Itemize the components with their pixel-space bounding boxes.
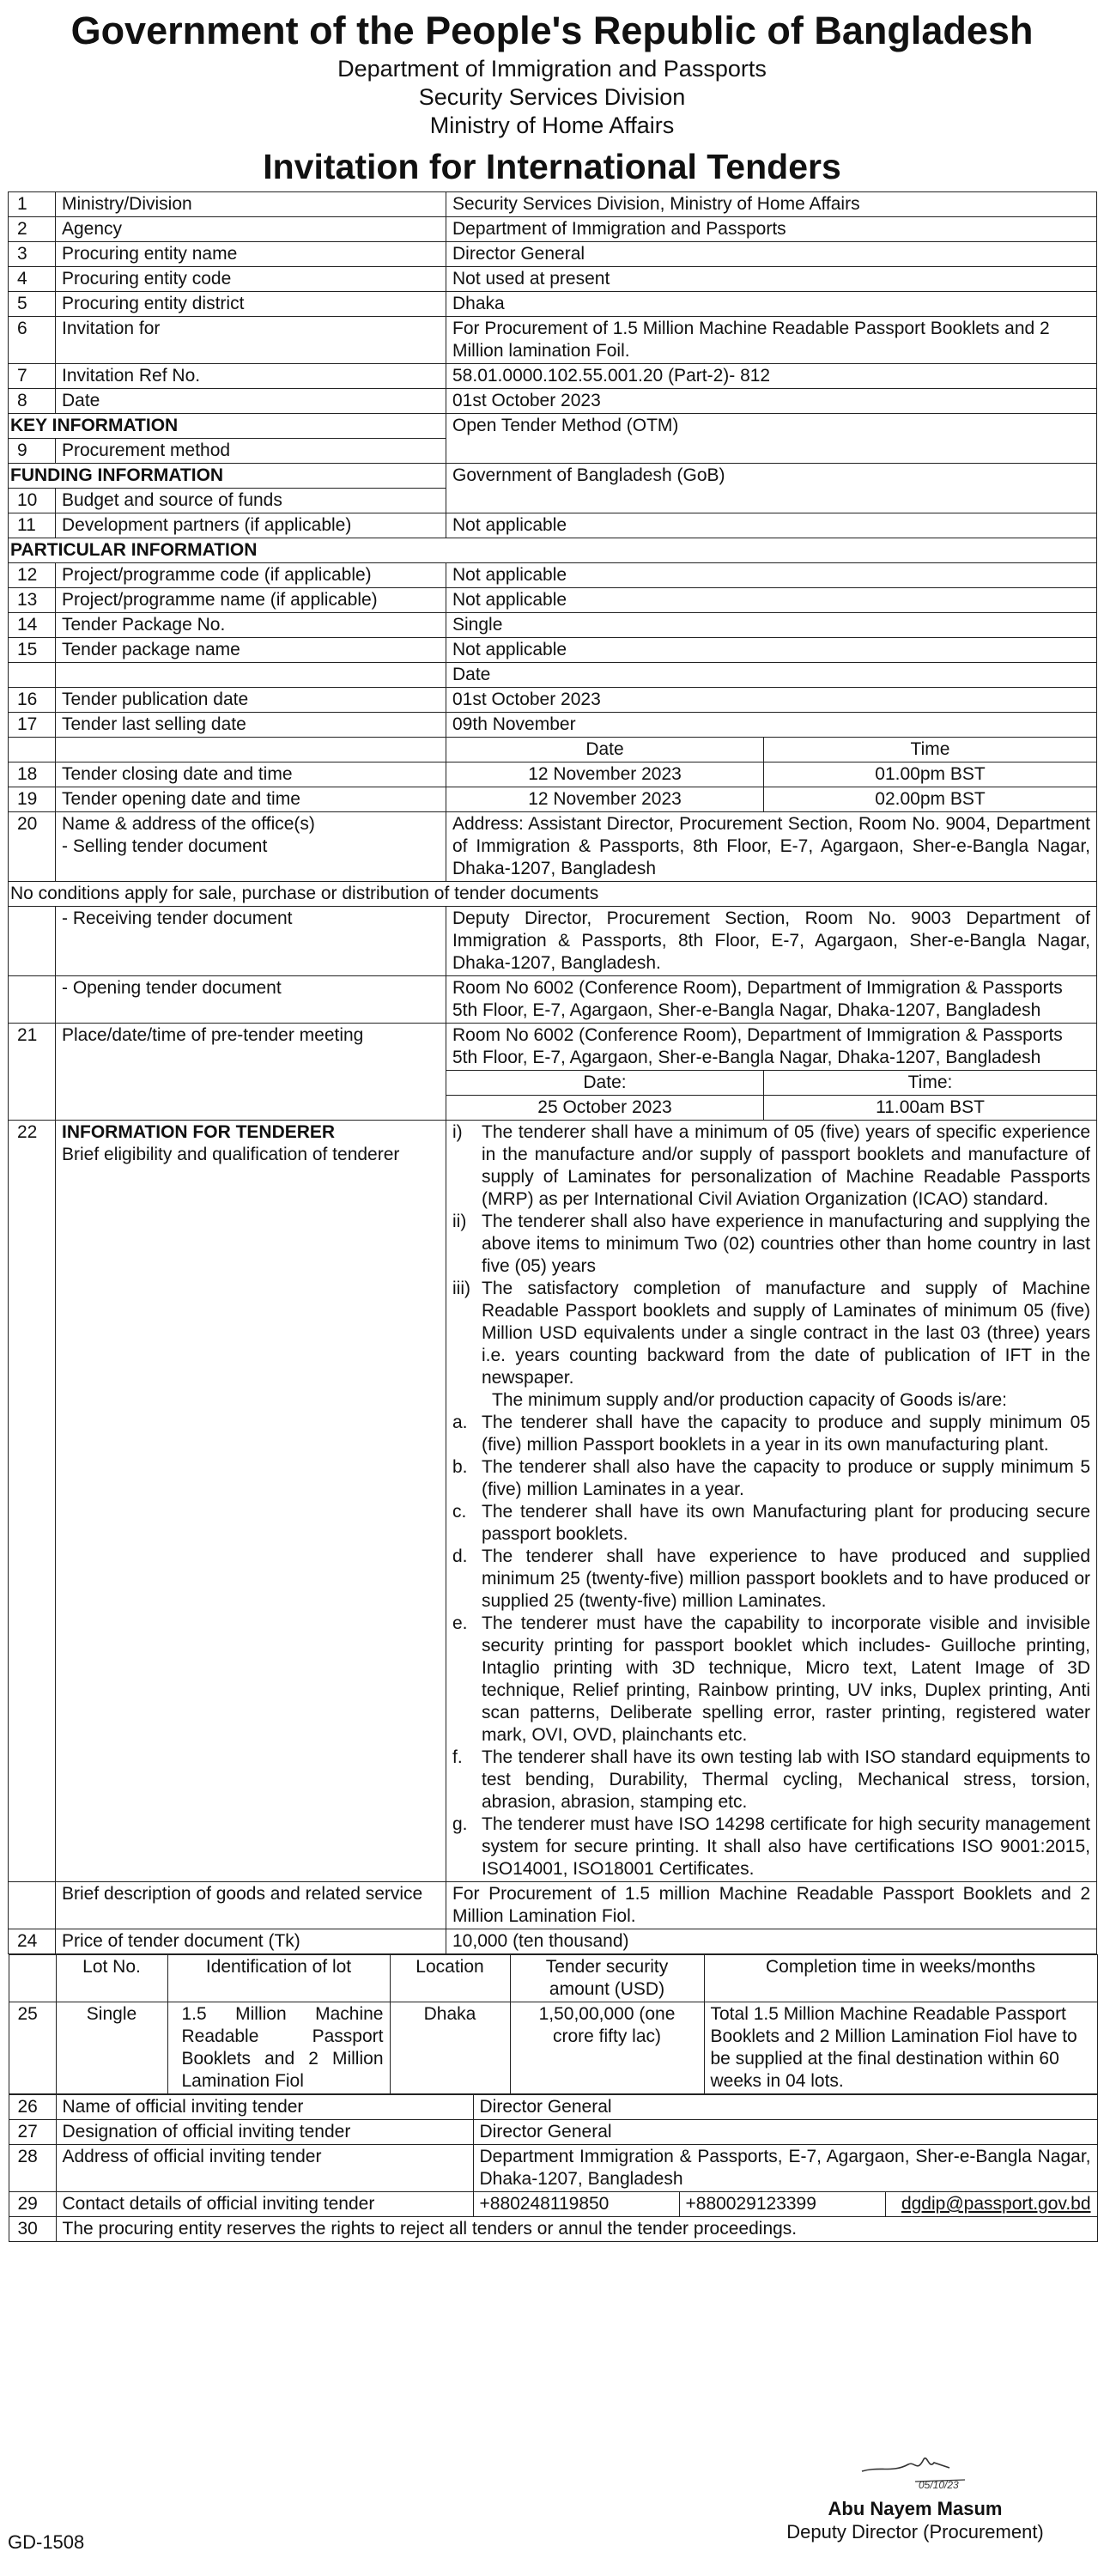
meeting-date: 25 October 2023 [446, 1096, 764, 1121]
row-number: 2 [9, 217, 56, 242]
row-label: Designation of official inviting tender [56, 2120, 473, 2145]
row-value: Deputy Director, Procurement Section, Room No. 9003 Department of Immigration & Passports, 8th Floor, E-7, Agargaon, Sher-e-Bangla Nagar, Dhaka-1207, Bangladesh. [446, 907, 1097, 976]
table-row [9, 364, 1097, 389]
row-value: Single [446, 613, 1097, 638]
list-item [452, 1121, 1090, 1211]
row-label: Invitation Ref No. [56, 364, 446, 389]
row-value: Not applicable [446, 563, 1097, 588]
closing-date: 12 November 2023 [446, 762, 764, 787]
row-number: 14 [9, 613, 56, 638]
row-number: 30 [9, 2217, 56, 2242]
completion-time: Total 1.5 Million Machine Readable Passport Booklets and 2 Million Lamination Fiol have to be supplied at the final destination within 60 weeks in 04 lots. [704, 2002, 1097, 2094]
row-value: Not applicable [446, 513, 1097, 538]
capacity-intro: The minimum supply and/or production capacity of Goods is/are: [492, 1390, 1007, 1410]
phone-1: +880248119850 [473, 2192, 679, 2217]
date-header: Date: [446, 1071, 764, 1096]
row-number: 3 [9, 242, 56, 267]
row-number: 9 [9, 439, 56, 464]
table-row [9, 638, 1097, 663]
row-number: 15 [9, 638, 56, 663]
row-number: 17 [9, 713, 56, 738]
row-number: 1 [9, 192, 56, 217]
row-value: Room No 6002 (Conference Room), Department of Immigration & Passports 5th Floor, E-7, Agargaon, Sher-e-Bangla Nagar, Dhaka-1207, Bangladesh [446, 976, 1097, 1024]
row-label [56, 1121, 446, 1882]
list-item [452, 1211, 1090, 1278]
row-number: 10 [9, 489, 56, 513]
opening-time: 02.00pm BST [764, 787, 1097, 812]
item-marker: iii) [452, 1279, 470, 1298]
row-value: Department of Immigration and Passports [446, 217, 1097, 242]
section-heading: PARTICULAR INFORMATION [9, 538, 1097, 563]
item-text: The tenderer shall also have experience in manufacturing and supplying the above items to minimum Two (02) countries other than home country in last five (05) years [482, 1212, 1090, 1276]
email-link[interactable]: dgdip@passport.gov.bd [885, 2192, 1097, 2217]
row-value: Dhaka [446, 292, 1097, 317]
row-label: Ministry/Division [56, 192, 446, 217]
table-row [9, 563, 1097, 588]
table-row [9, 2145, 1097, 2192]
list-item [452, 1456, 1090, 1501]
row-value: For Procurement of 1.5 Million Machine Readable Passport Booklets and 2 Million lamination Foil. [446, 317, 1097, 364]
row-number: 22 [9, 1121, 56, 1882]
table-row [9, 1024, 1097, 1071]
eligibility-conditions [446, 1121, 1097, 1882]
footer-code: GD-1508 [8, 2531, 85, 2553]
lot-row [9, 2002, 1097, 2094]
row-label: Address of official inviting tender [56, 2145, 473, 2192]
row-value: Room No 6002 (Conference Room), Department of Immigration & Passports 5th Floor, E-7, Agargaon, Sher-e-Bangla Nagar, Dhaka-1207, Bangladesh [446, 1024, 1097, 1071]
list-item [452, 1613, 1090, 1747]
completion-time-header: Completion time in weeks/months [704, 1955, 1097, 2002]
table-row [9, 192, 1097, 217]
list-item [452, 1814, 1090, 1880]
table-row [9, 1121, 1097, 1882]
row-value: Not applicable [446, 638, 1097, 663]
row-label: Procuring entity code [56, 267, 446, 292]
section-row [9, 538, 1097, 563]
row-number: 11 [9, 513, 56, 538]
table-row [9, 588, 1097, 613]
official-section [9, 2094, 1097, 2242]
row-label [56, 812, 446, 882]
table-row [9, 713, 1097, 738]
row-value: The procuring entity reserves the rights to reject all tenders or annul the tender proceedings. [56, 2217, 1097, 2242]
row-value: Not used at present [446, 267, 1097, 292]
item-text: The tenderer must have the capability to incorporate visible and invisible security printing for passport booklet which includes- Guilloche printing, Intaglio printing with 3D technique, Micro text, Latent Image of 3D technique, Relief printing, Rainbow printing, UV inks, Duplex printing, Anti scan patterns, Deliberate spelling error, raster printing, registered water mark, OVI, OVD, plainchants etc. [482, 1613, 1090, 1745]
phone-2: +880029123399 [679, 2192, 885, 2217]
table-row [9, 976, 1097, 1024]
item-marker: c. [452, 1502, 467, 1522]
signature-scribble-icon [855, 2447, 975, 2492]
row-number: 28 [9, 2145, 56, 2192]
table-row [9, 1929, 1097, 1954]
table-row [9, 513, 1097, 538]
item-text: The tenderer shall have a minimum of 05 (five) years of specific experience in the manufacture and/or supply of passport booklets and manufacture of supply of Laminates for personalization of Machine Readable Passports (MRP) as per International Civil Aviation Organization (ICAO) standard. [482, 1122, 1090, 1209]
signatory-designation: Deputy Director (Procurement) [786, 2521, 1044, 2543]
official-table [9, 2094, 1098, 2242]
item-marker: e. [452, 1613, 468, 1633]
lot-table [9, 1954, 1098, 2094]
row-label: Tender package name [56, 638, 446, 663]
row-label: Tender last selling date [56, 713, 446, 738]
item-text: The tenderer shall have its own Manufacturing plant for producing secure passport booklets. [482, 1502, 1090, 1544]
table-row [9, 907, 1097, 976]
row-label: Tender Package No. [56, 613, 446, 638]
note-row [9, 882, 1097, 907]
row-label: Agency [56, 217, 446, 242]
list-item [452, 1501, 1090, 1546]
department-line: Department of Immigration and Passports [337, 56, 767, 82]
item-marker: f. [452, 1747, 463, 1767]
item-marker: a. [452, 1413, 468, 1432]
tender-notice [8, 7, 1096, 2242]
row-number: 7 [9, 364, 56, 389]
row-value: Government of Bangladesh (GoB) [446, 464, 1097, 513]
item-text: The tenderer shall have the capacity to produce and supply minimum 05 (five) million Passport booklets in a year in its own manufacturing plant. [482, 1413, 1090, 1455]
row-value: Director General [446, 242, 1097, 267]
row-value: 10,000 (ten thousand) [446, 1929, 1097, 1954]
table-row [9, 1882, 1097, 1929]
row-value: Address: Assistant Director, Procurement Section, Room No. 9004, Department of Immigration & Passports, 8th Floor, E-7, Agargaon, Sher-e-Bangla Nagar, Dhaka-1207, Bangladesh [446, 812, 1097, 882]
row-label: - Receiving tender document [56, 907, 446, 976]
security-amount: 1,50,00,000 (one crore fifty lac) [510, 2002, 704, 2094]
list-item [452, 1747, 1090, 1814]
identification-header: Identification of lot [167, 1955, 390, 2002]
time-header: Time [764, 738, 1097, 762]
row-label: Procuring entity name [56, 242, 446, 267]
row-number: 8 [9, 389, 56, 414]
row-value: Director General [473, 2120, 1097, 2145]
row-label: Name of official inviting tender [56, 2095, 473, 2120]
item-marker: d. [452, 1546, 468, 1566]
list-item [452, 1278, 1090, 1389]
list-item [452, 1546, 1090, 1613]
item-marker: ii) [452, 1212, 467, 1231]
table-row [9, 242, 1097, 267]
row-number: 12 [9, 563, 56, 588]
row-number: 16 [9, 688, 56, 713]
item-text: The tenderer shall have its own testing lab with ISO standard equipments to test bending, Durability, Thermal cycling, Mechanical stress, torsion, abrasion, abrasion, stamping etc. [482, 1747, 1090, 1812]
row-label: Price of tender document (Tk) [56, 1929, 446, 1954]
table-row [9, 2120, 1097, 2145]
meeting-time: 11.00am BST [764, 1096, 1097, 1121]
item-marker: i) [452, 1122, 463, 1142]
row-label: Invitation for [56, 317, 446, 364]
no-conditions-note: No conditions apply for sale, purchase or distribution of tender documents [9, 882, 1097, 907]
table-row [9, 663, 1097, 688]
closing-time: 01.00pm BST [764, 762, 1097, 787]
signature-block [786, 2447, 1044, 2543]
item-text: The satisfactory completion of manufacture and supply of Machine Readable Passport booklets and supply of Laminates of minimum 05 (five) Million USD equivalents under a single contract in the last 03 (three) years i.e. years counting backward from the date of publication of IFT in the newspaper. [482, 1279, 1090, 1388]
table-row [9, 688, 1097, 713]
row-value: 09th November [446, 713, 1097, 738]
row-number: 6 [9, 317, 56, 364]
notice-title: Invitation for International Tenders [263, 147, 841, 186]
row-value: 01st October 2023 [446, 688, 1097, 713]
table-row [9, 267, 1097, 292]
row-value: Open Tender Method (OTM) [446, 414, 1097, 464]
date-header: Date [446, 738, 764, 762]
row-label: Tender publication date [56, 688, 446, 713]
item-marker: b. [452, 1457, 468, 1477]
section-row [9, 464, 1097, 489]
row-value: Security Services Division, Ministry of Home Affairs [446, 192, 1097, 217]
table-row [9, 2095, 1097, 2120]
row-value: Director General [473, 2095, 1097, 2120]
location-header: Location [390, 1955, 510, 2002]
row-number: 19 [9, 787, 56, 812]
table-row [9, 787, 1097, 812]
item-text: The tenderer must have ISO 14298 certificate for high security management system for secure printing. It shall also have certifications ISO 9001:2015, ISO14001, ISO18001 Certificates. [482, 1814, 1090, 1879]
table-row [9, 738, 1097, 762]
lot-location: Dhaka [390, 2002, 510, 2094]
row-label: - Opening tender document [56, 976, 446, 1024]
eligibility-label: Brief eligibility and qualification of tenderer [62, 1145, 400, 1164]
row-label: Date [56, 389, 446, 414]
row-value: Not applicable [446, 588, 1097, 613]
table-row [9, 2217, 1097, 2242]
table-row [9, 613, 1097, 638]
row-number: 4 [9, 267, 56, 292]
table-row [9, 217, 1097, 242]
item-marker: g. [452, 1814, 468, 1834]
ministry-line: Ministry of Home Affairs [429, 112, 675, 138]
lot-header-row [9, 1955, 1097, 2002]
section-row [9, 414, 1097, 439]
lot-section [9, 1954, 1097, 2095]
table-row [9, 389, 1097, 414]
row-value: 01st October 2023 [446, 389, 1097, 414]
lot-no: Single [56, 2002, 167, 2094]
section-heading: KEY INFORMATION [9, 414, 446, 439]
table-row [9, 317, 1097, 364]
security-amount-header: Tender security amount (USD) [510, 1955, 704, 2002]
selling-label: - Selling tender document [62, 836, 268, 856]
office-label: Name & address of the office(s) [62, 814, 315, 834]
row-label: Contact details of official inviting tender [56, 2192, 473, 2217]
row-value: 58.01.0000.102.55.001.20 (Part-2)- 812 [446, 364, 1097, 389]
row-number: 18 [9, 762, 56, 787]
row-value: Department Immigration & Passports, E-7, Agargaon, Sher-e-Bangla Nagar, Dhaka-1207, Bangladesh [473, 2145, 1097, 2192]
row-number: 27 [9, 2120, 56, 2145]
row-number: 24 [9, 1929, 56, 1954]
tenderer-info-heading: INFORMATION FOR TENDERER [62, 1122, 336, 1142]
row-label: Project/programme code (if applicable) [56, 563, 446, 588]
government-title: Government of the People's Republic of Bangladesh [70, 9, 1034, 52]
row-number: 26 [9, 2095, 56, 2120]
row-value: For Procurement of 1.5 million Machine Readable Passport Booklets and 2 Million Lamination Fiol. [446, 1882, 1097, 1929]
row-number: 25 [9, 2002, 56, 2094]
row-number: 20 [9, 812, 56, 882]
lot-no-header: Lot No. [56, 1955, 167, 2002]
row-label: Budget and source of funds [56, 489, 446, 513]
item-text: The tenderer shall have experience to have produced and supplied minimum 25 (twenty-five) million passport booklets and to have produced or supplied 25 (twenty-five) million Laminates. [482, 1546, 1090, 1611]
row-number: 29 [9, 2192, 56, 2217]
date-header: Date [446, 663, 1097, 688]
row-number: 21 [9, 1024, 56, 1121]
division-line: Security Services Division [418, 84, 686, 110]
opening-date: 12 November 2023 [446, 787, 764, 812]
row-label: Place/date/time of pre-tender meeting [56, 1024, 446, 1121]
row-label: Project/programme name (if applicable) [56, 588, 446, 613]
row-number: 13 [9, 588, 56, 613]
row-label: Procurement method [56, 439, 446, 464]
table-row [9, 292, 1097, 317]
list-item [452, 1412, 1090, 1456]
row-label: Tender closing date and time [56, 762, 446, 787]
lot-identification: 1.5 Million Machine Readable Passport Booklets and 2 Million Lamination Fiol [167, 2002, 390, 2094]
table-row [9, 762, 1097, 787]
row-label: Development partners (if applicable) [56, 513, 446, 538]
item-text: The tenderer shall also have the capacity to produce or supply minimum 5 (five) million Laminates in a year. [482, 1457, 1090, 1499]
time-header: Time: [764, 1071, 1097, 1096]
row-label: Brief description of goods and related service [56, 1882, 446, 1929]
row-number: 5 [9, 292, 56, 317]
table-row [9, 2192, 1097, 2217]
signatory-name: Abu Nayem Masum [828, 2498, 1003, 2519]
row-label: Procuring entity district [56, 292, 446, 317]
table-row [9, 812, 1097, 882]
signature-date: 05/10/23 [919, 2479, 959, 2491]
row-label: Tender opening date and time [56, 787, 446, 812]
tender-table [8, 191, 1097, 2242]
section-heading: FUNDING INFORMATION [9, 464, 446, 489]
